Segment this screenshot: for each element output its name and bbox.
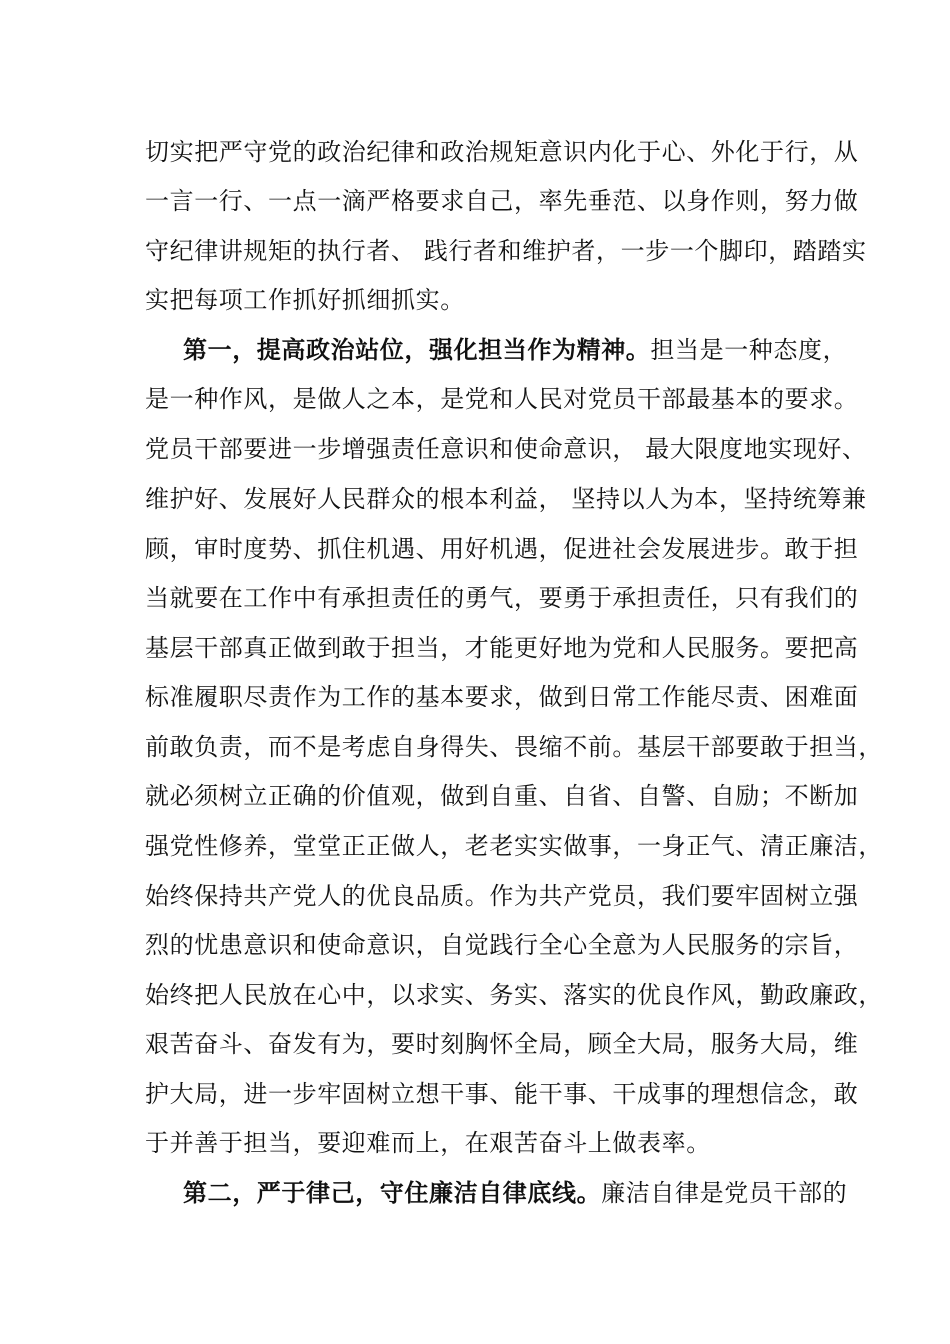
section2-heading: 第二，严于律己，守住廉洁自律底线。 <box>183 1179 602 1207</box>
section1-line-10: 强党性修养，堂堂正正做人，老老实实做事，一身正气、清正廉洁， <box>145 832 883 860</box>
section2-first-line-text: 廉洁自律是党员干部的 <box>601 1179 848 1207</box>
section1-line-7: 标准履职尽责作为工作的基本要求，做到日常工作能尽责、困难面 <box>145 683 859 711</box>
intro-line-1: 切实把严守党的政治纪律和政治规矩意识内化于心、外化于行，从 <box>145 138 859 166</box>
section1-line-12: 烈的忧患意识和使命意识，自觉践行全心全意为人民服务的宗旨， <box>145 931 859 959</box>
intro-line-2: 一言一行、一点一滴严格要求自己，率先垂范、以身作则，努力做 <box>145 187 859 215</box>
section1-line-8: 前敢负责，而不是考虑自身得失、畏缩不前。基层干部要敢于担当， <box>145 733 883 761</box>
section1-first-line-text: 担当是一种态度， <box>650 336 848 364</box>
section1-first-line <box>183 335 863 365</box>
section1-line-13: 始终把人民放在心中，以求实、务实、落实的优良作风，勤政廉政， <box>145 981 883 1009</box>
section1-line-15: 护大局，进一步牢固树立想干事、能干事、干成事的理想信念，敢 <box>145 1080 859 1108</box>
section1-line-1: 是一种作风，是做人之本，是党和人民对党员干部最基本的要求。 <box>145 385 859 413</box>
intro-line-3: 守纪律讲规矩的执行者、 践行者和维护者，一步一个脚印，踏踏实 <box>145 237 867 265</box>
section1-line-9: 就必须树立正确的价值观，做到自重、自省、自警、自励；不断加 <box>145 782 859 810</box>
section1-line-3: 维护好、发展好人民群众的根本利益， 坚持以人为本，坚持统筹兼 <box>145 485 867 513</box>
section1-line-2: 党员干部要进一步增强责任意识和使命意识， 最大限度地实现好、 <box>145 435 867 463</box>
section2-first-line <box>183 1178 863 1208</box>
section1-line-6: 基层干部真正做到敢于担当，才能更好地为党和人民服务。要把高 <box>145 634 859 662</box>
section1-line-11: 始终保持共产党人的优良品质。作为共产党员，我们要牢固树立强 <box>145 882 859 910</box>
intro-line-4: 实把每项工作抓好抓细抓实。 <box>145 286 465 314</box>
section1-line-14: 艰苦奋斗、奋发有为，要时刻胸怀全局，顾全大局，服务大局，维 <box>145 1030 859 1058</box>
section1-line-5: 当就要在工作中有承担责任的勇气，要勇于承担责任，只有我们的 <box>145 584 859 612</box>
section1-line-16: 于并善于担当，要迎难而上，在艰苦奋斗上做表率。 <box>145 1129 711 1157</box>
section1-line-4: 顾，审时度势、抓住机遇、用好机遇，促进社会发展进步。敢于担 <box>145 535 859 563</box>
section1-heading: 第一，提高政治站位，强化担当作为精神。 <box>183 336 651 364</box>
